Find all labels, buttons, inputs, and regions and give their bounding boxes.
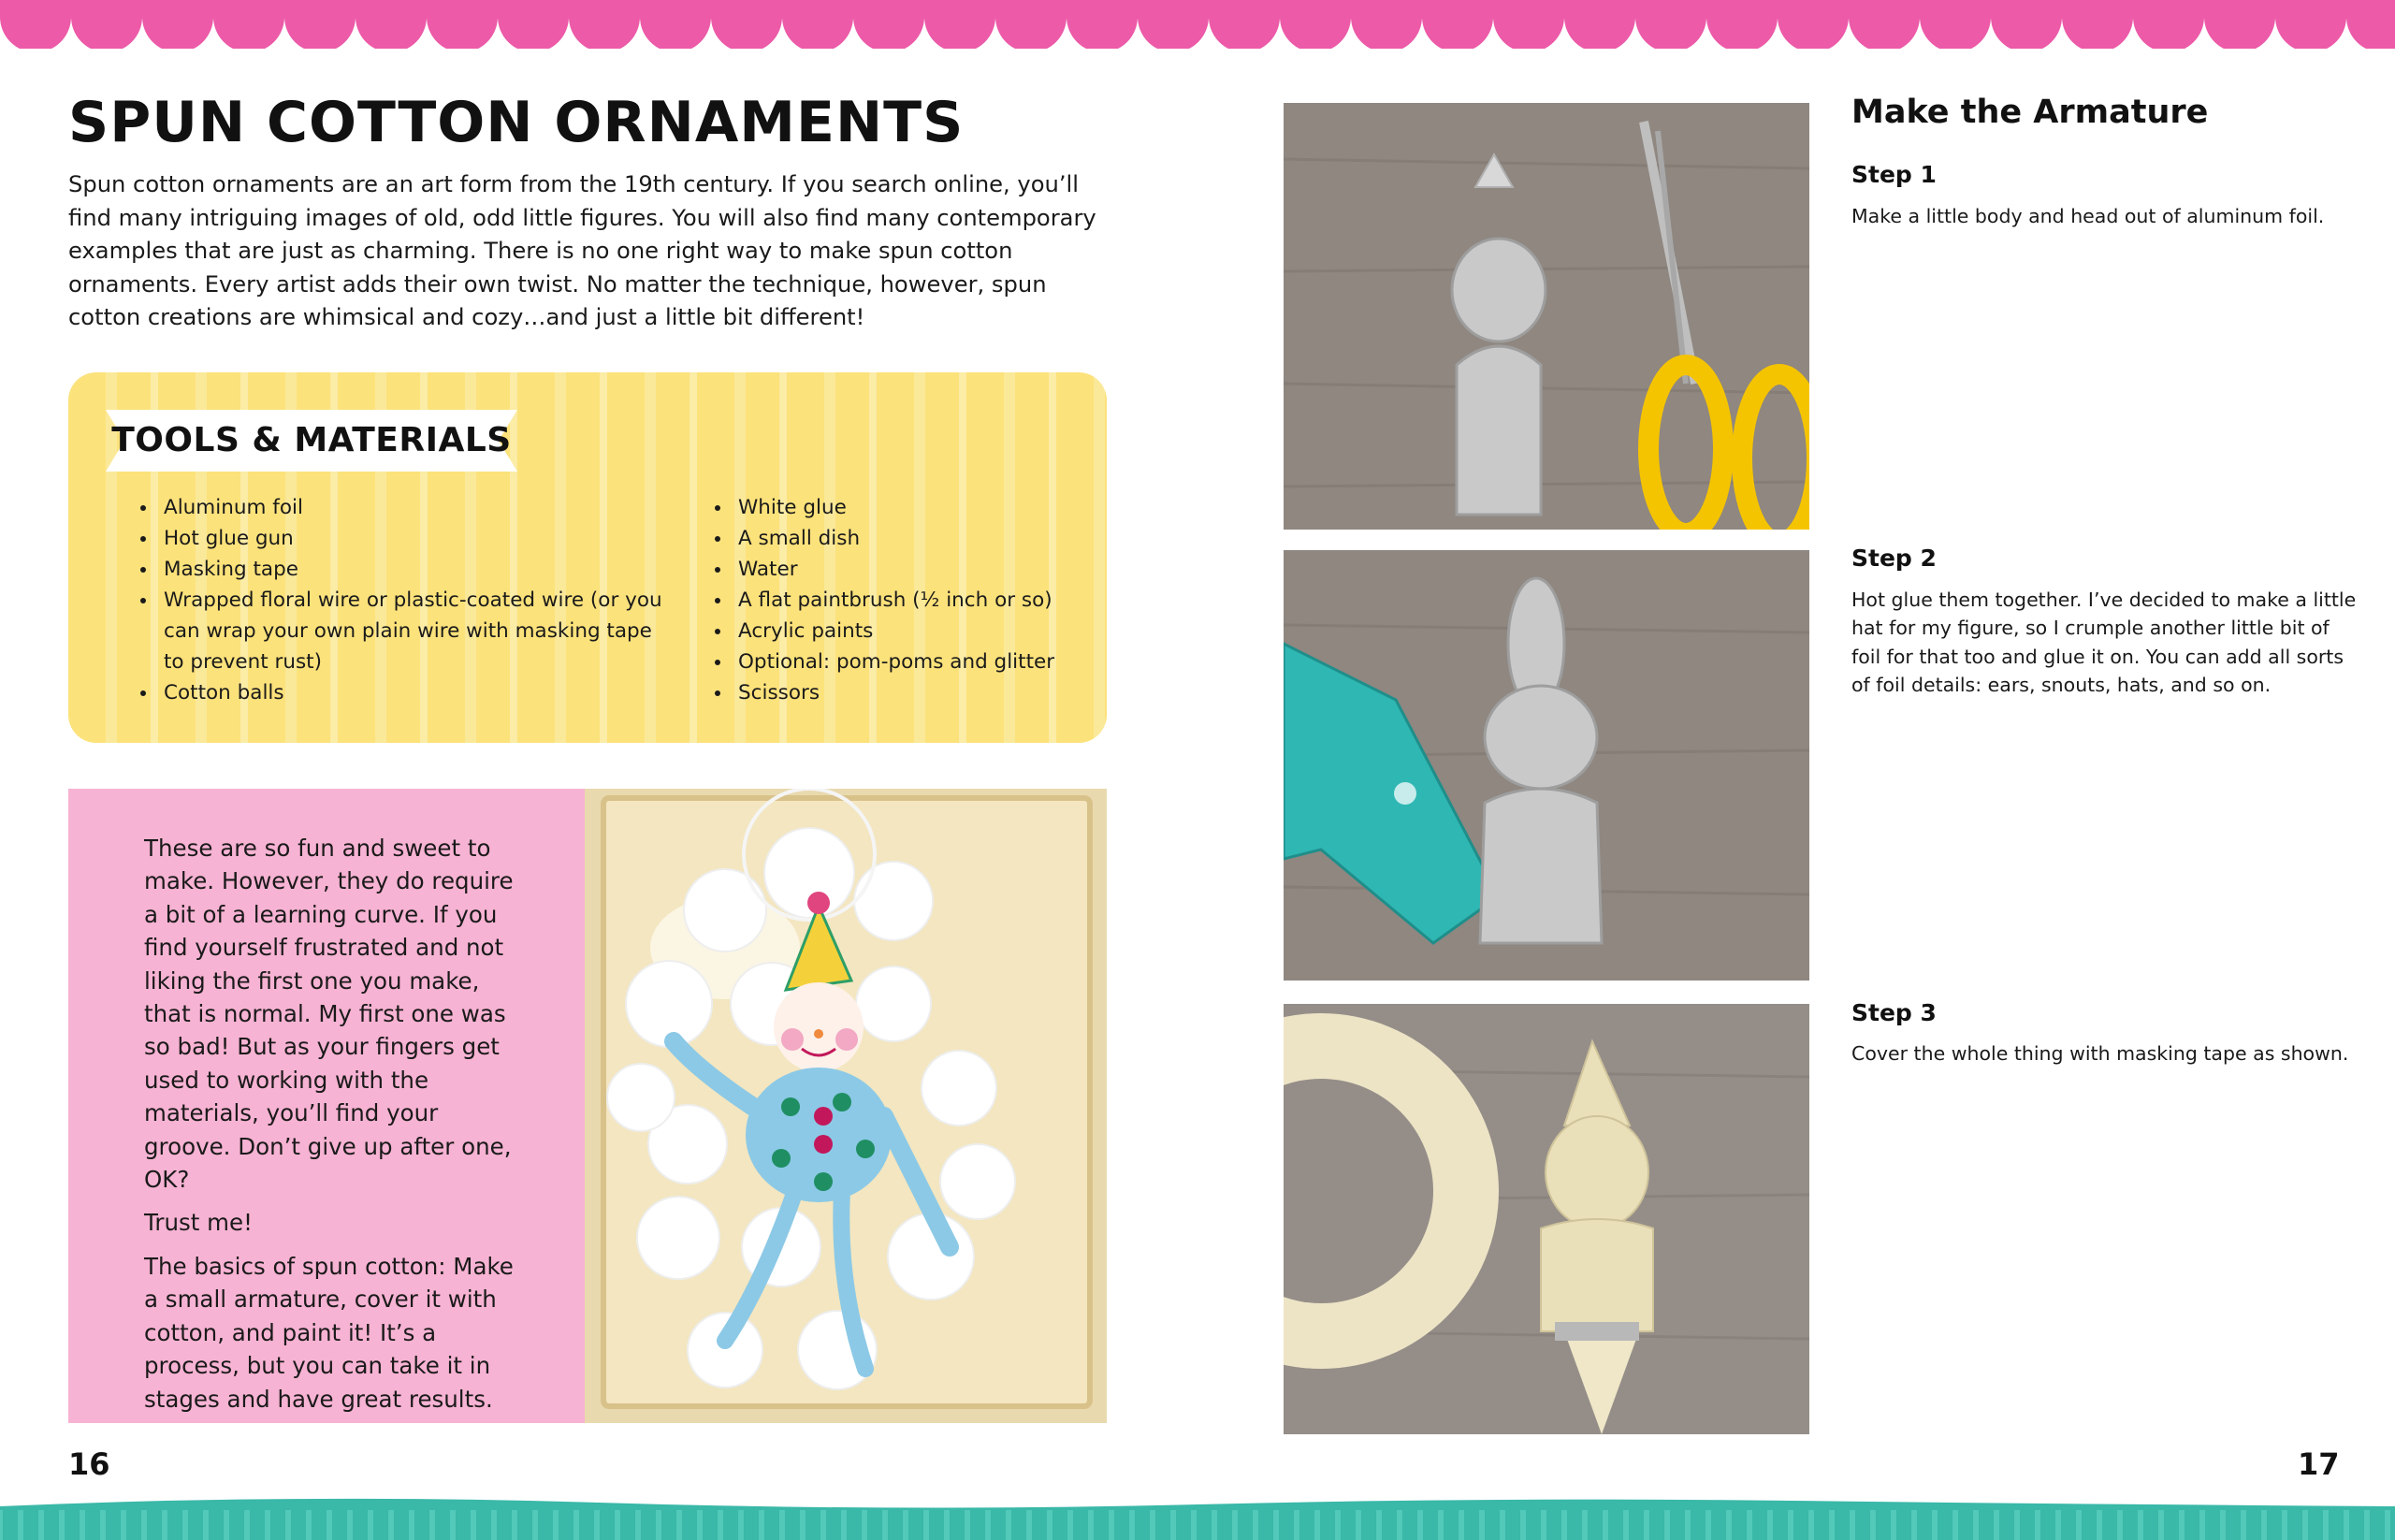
list-item: • A small dish [733,523,1107,554]
tools-heading: TOOLS & MATERIALS [111,421,512,459]
list-item: • Scissors [733,677,1107,708]
tools-list-column-2 [710,492,1107,708]
list-item: • Hot glue gun [158,523,663,554]
tools-materials-box [68,372,1107,743]
page-title: SPUN COTTON ORNAMENTS [68,90,965,155]
note-paragraph-3: The basics of spun cotton: Make a small armature, cover it with cotton, and paint it! It’s a process, but you can take it in stages and have great results. [144,1252,514,1413]
step-3-text: Cover the whole thing with masking tape as shown. [1851,1042,2349,1065]
list-item: • Water [733,554,1107,585]
scalloped-top-border [0,0,2395,49]
list-item: • Cotton balls [158,677,663,708]
list-item: • Optional: pom-poms and glitter [733,647,1107,677]
list-item: • White glue [733,492,1107,523]
note-paragraph-2: Trust me! [144,1209,253,1237]
step-2-text: Hot glue them together. I’ve decided to make a little hat for my figure, so I crumple another little bit of foil for that too and glue it on. You can add all sorts of foil details: ears, snouts, hats, and so on. [1851,588,2357,696]
list-item: • Wrapped floral wire or plastic-coated wire (or you can wrap your own plain wire with masking tape to prevent rust) [158,585,663,677]
step-3-title: Step 3 [1851,999,1937,1026]
page-number-right: 17 [2298,1446,2340,1482]
ornament-photo [585,789,1107,1423]
step-2-photo [1284,550,1809,981]
section-title: Make the Armature [1851,94,2209,131]
tip-note-panel [68,789,585,1423]
intro-paragraph: Spun cotton ornaments are an art form from the 19th century. If you search online, you’ll find many intriguing images of old, odd little figures. You will also find many contemporary examples that are just as charming. There is no one right way to make spun cotton ornaments. Every artist adds their own twist. No matter the technique, however, spun cotton creations are whimsical and cozy…and just a little bit different! [68,171,1096,331]
list-item: • Acrylic paints [733,616,1107,647]
step-1-text: Make a little body and head out of aluminum foil. [1851,205,2325,227]
list-item: • Aluminum foil [158,492,663,523]
list-item: • A flat paintbrush (½ inch or so) [733,585,1107,616]
list-item: • Masking tape [158,554,663,585]
tools-list-column-1 [136,492,663,708]
tip-note-text [144,832,518,1426]
tools-banner [106,410,517,472]
step-1-photo [1284,103,1809,530]
step-2-title: Step 2 [1851,545,1937,572]
step-3-photo [1284,1004,1809,1434]
page-number-left: 16 [68,1446,110,1482]
teal-bottom-band [0,1493,2395,1540]
step-1-title: Step 1 [1851,161,1937,188]
note-paragraph-1: These are so fun and sweet to make. However, they do require a bit of a learning curve. If you find yourself frustrated and not liking the first one you make, that is normal. My first one was so bad! But as your fingers get used to working with the materials, you’ll find your groove. Don’t give up after one, OK? [144,835,514,1194]
